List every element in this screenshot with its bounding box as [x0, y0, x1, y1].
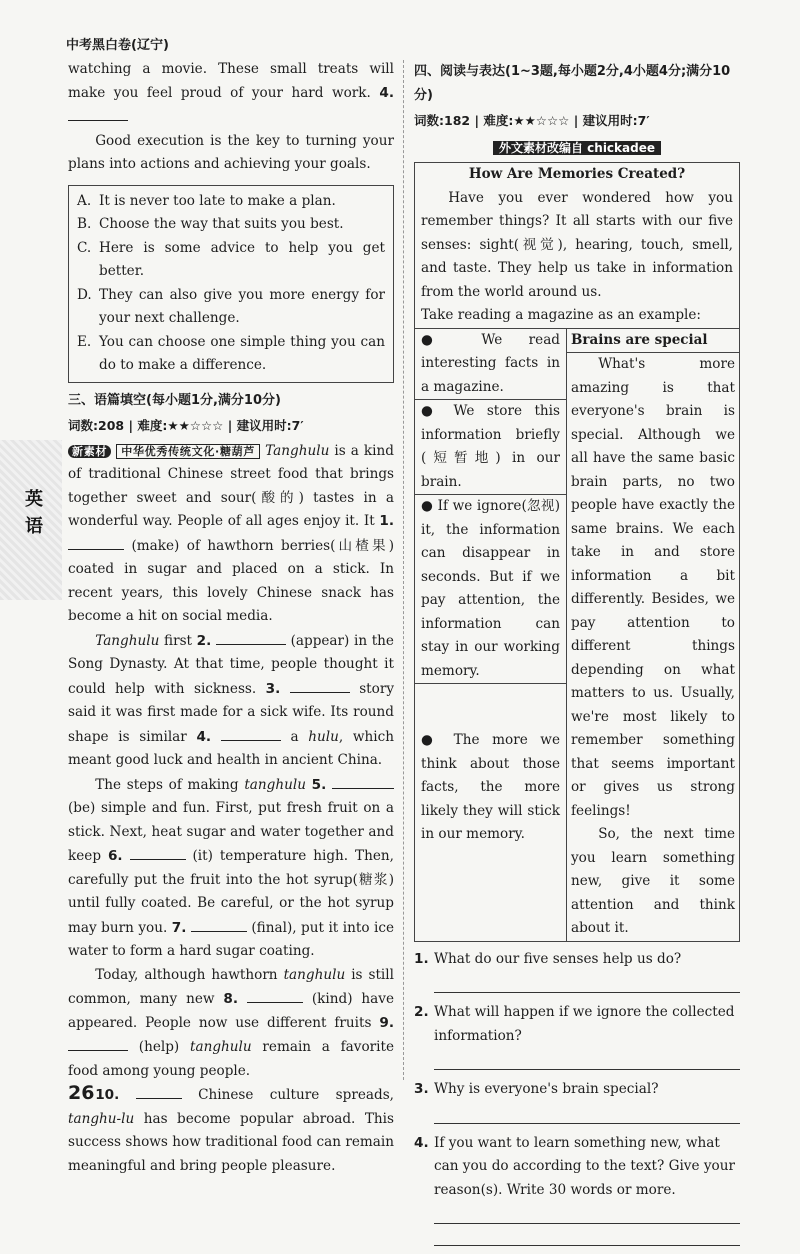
blank-7[interactable]: [191, 916, 247, 932]
answer-line-4a[interactable]: [434, 1214, 740, 1224]
paragraph-top: watching a movie. These small treats will make you feel proud of your hard work. 4.: [68, 58, 394, 130]
blank-8[interactable]: [247, 987, 303, 1003]
brains-text: What's more amazing is that everyone's brain is special. Although we all have the same basic brain parts, no two people have exactly the same brains. We each take in and store information a bit differently. Besides, we pay attention to different things depending on what matters to us. Usually, we're most likely to remember something that seems important or gives us strong feelings!: [571, 356, 735, 819]
tanghulu-paragraph-2: Tanghulu first 2. (appear) in the Song Dynasty. At that time, people thought it could help with sickness. 3. story said it was first made for a sick wife. Its round shape is similar 4. a hulu, which meant good luck and health in ancient China.: [68, 629, 394, 773]
topic-tag: 中华优秀传统文化·糖葫芦: [116, 444, 260, 459]
brains-heading: Brains are special: [567, 329, 739, 354]
option-e: E. You can choose one simple thing you can do to make a difference.: [77, 333, 385, 373]
new-material-tag: 新素材: [68, 445, 111, 458]
tanghulu-paragraph-3: The steps of making tanghulu 5. (be) simple and fun. First, put fresh fruit on a stick. Next, heat sugar and water together and keep 6. (it) temperature high. Then, carefully put the fruit into the hot syrup(糖浆) until fully coated. Be careful, or the hot syrup may burn you. 7. (final), put it into ice water to form a hard sugar coating.: [68, 773, 394, 964]
passage-intro: Have you ever wondered how you remember things? It all starts with our five senses: sight(视觉), hearing, touch, smell, and taste. They help us take in information from the world around us.: [421, 189, 733, 300]
blank-1[interactable]: [68, 534, 124, 550]
page-number: 26: [68, 1082, 95, 1104]
question-1: 1. What do our five senses help us do?: [414, 950, 682, 967]
blank-4[interactable]: [221, 725, 281, 741]
answer-line-2[interactable]: [434, 1060, 740, 1070]
side-tab-char-2: 语: [25, 516, 43, 537]
blank-3[interactable]: [290, 677, 350, 693]
right-column: [414, 58, 740, 1254]
brains-special-panel: [567, 329, 739, 941]
blank-10[interactable]: [136, 1083, 182, 1099]
blank-5[interactable]: [332, 773, 394, 789]
q4-blank[interactable]: [68, 105, 128, 121]
reading-passage: [414, 162, 740, 942]
passage-title: How Are Memories Created?: [468, 166, 686, 182]
side-tab-char-1: 英: [25, 489, 43, 510]
question-3: 3. Why is everyone's brain special?: [414, 1081, 659, 1097]
tanghulu-paragraph-5: 10. Chinese culture spreads, tanghu-lu has become popular abroad. This success shows how traditional food can remain meaningful and bring people pleasure.: [68, 1083, 394, 1178]
questions: [414, 948, 740, 1247]
passage-intro-2: Take reading a magazine as an example:: [421, 307, 702, 323]
column-divider: [403, 60, 404, 1080]
answer-line-4b[interactable]: [434, 1236, 740, 1246]
blank-2[interactable]: [216, 629, 286, 645]
section3-meta: 词数:208 | 难度:★★☆☆☆ | 建议用时:7′: [68, 418, 304, 433]
memory-steps: [415, 329, 567, 941]
question-2: 2. What will happen if we ignore the collected information?: [414, 1004, 735, 1044]
q4-label: 4.: [379, 84, 394, 101]
memory-step-2: ● We store this information briefly (短暂地) in our brain.: [415, 400, 566, 495]
section4-meta: 词数:182 | 难度:★★☆☆☆ | 建议用时:7′: [414, 113, 650, 128]
question-4: 4. If you want to learn something new, what can you do according to the text? Give your reason(s). Write 30 words or more.: [414, 1134, 735, 1198]
option-d: D. They can also give you more energy for your next challenge.: [77, 286, 385, 326]
answer-line-1[interactable]: [434, 983, 740, 993]
answer-line-3[interactable]: [434, 1114, 740, 1124]
page-header: 中考黑白卷(辽宁): [66, 38, 169, 53]
blank-9[interactable]: [68, 1035, 128, 1051]
tanghulu-paragraph-4: Today, although hawthorn tanghulu is still common, many new 8. (kind) have appeared. People now use different fruits 9. (help) tanghulu remain a favorite food among young people.: [68, 966, 395, 1079]
left-column: [68, 58, 394, 1178]
section3-title: 三、语篇填空(每小题1分,满分10分): [68, 392, 281, 408]
memory-step-3: ● If we ignore(忽视) it, the information can disappear in seconds. But if we pay attention, the information can stay in our working memory.: [415, 495, 566, 684]
blank-6[interactable]: [130, 844, 186, 860]
paragraph-good-execution: Good execution is the key to turning your plans into actions and achieving your goals.: [68, 132, 394, 172]
material-source-tag: 外文素材改编自 chickadee: [414, 137, 740, 161]
section4-title: 四、阅读与表达(1~3题,每小题2分,4小题4分;满分10分): [414, 64, 731, 103]
options-box: [68, 185, 394, 383]
subject-side-tab: [0, 440, 62, 600]
tanghulu-paragraph-1: 新素材 中华优秀传统文化·糖葫芦 Tanghulu is a kind of traditional Chinese street food that brings together sweet and sour(酸的) tastes in a wonderful way. People of all ages enjoy it. It 1. (make) of hawthorn berries(山楂果) coated in sugar and placed on a stick. In recent years, this lovely Chinese snack has become a hit on social media.: [68, 442, 395, 624]
brains-text-2: So, the next time you learn something new, give it some attention and think about it.: [571, 826, 735, 936]
option-b: B. Choose the way that suits you best.: [77, 216, 344, 232]
option-c: C. Here is some advice to help you get better.: [77, 239, 385, 279]
option-a: A. It is never too late to make a plan.: [77, 192, 336, 209]
memory-grid: [415, 328, 739, 941]
memory-step-4: ● The more we think about those facts, the more likely they will stick in our memory.: [421, 732, 560, 843]
memory-step-1: ● We read interesting facts in a magazine.: [415, 329, 566, 401]
